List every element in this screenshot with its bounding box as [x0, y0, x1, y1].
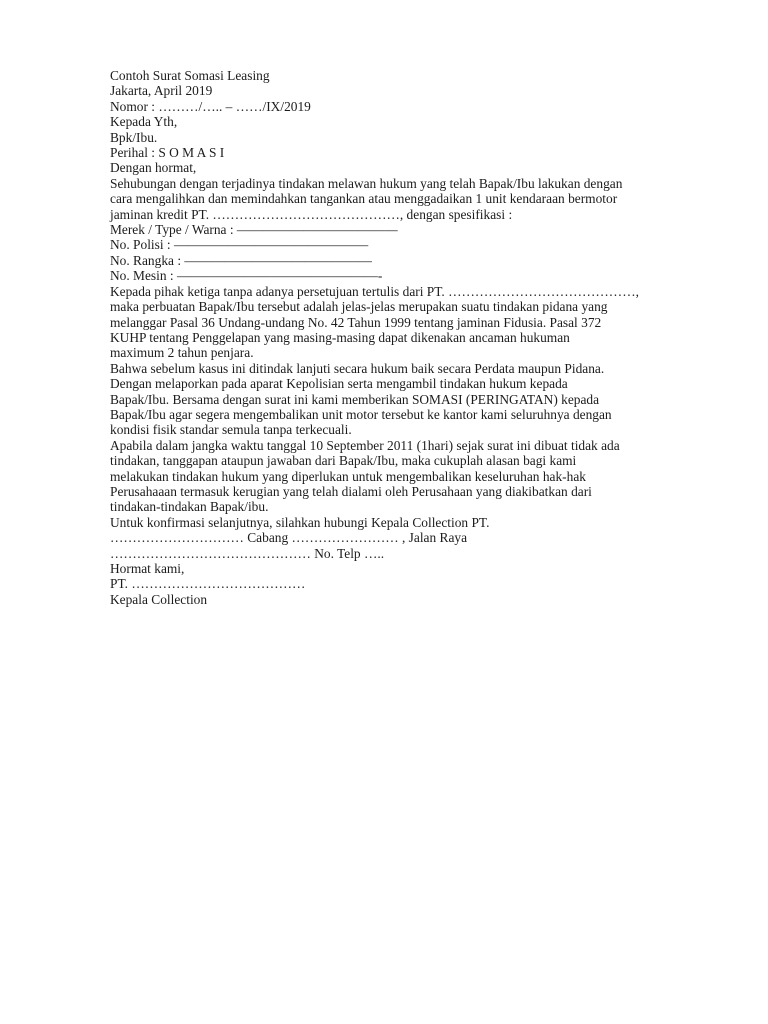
company-line: PT. ………………………………… — [110, 576, 306, 592]
paragraph-3-line: kondisi fisik standar semula tanpa terkecuali. — [110, 422, 352, 438]
spec-mesin: No. Mesin : ———————————————- — [110, 268, 383, 284]
spec-rangka: No. Rangka : —————————————— — [110, 252, 372, 268]
letter-document — [110, 68, 670, 607]
closing: Hormat kami, — [110, 561, 185, 576]
spec-polisi: No. Polisi : ——————————————– — [110, 237, 369, 253]
addressee-name: Bpk/Ibu. — [110, 129, 158, 145]
letter-number: Nomor : ………/….. – ……/IX/2019 — [110, 98, 311, 114]
paragraph-2-line: maka perbuatan Bapak/Ibu tersebut adalah jelas-jelas merupakan suatu tindakan pidana yang — [110, 299, 608, 315]
letter-title: Contoh Surat Somasi Leasing — [110, 68, 270, 83]
paragraph-3-line: Dengan melaporkan pada aparat Kepolisian serta mengambil tindakan hukum kepada — [110, 376, 568, 392]
paragraph-1-line: jaminan kredit PT. ……………………………………, dengan spesifikasi : — [110, 206, 513, 222]
letter-subject: Perihal : S O M A S I — [110, 145, 225, 161]
signatory-title: Kepala Collection — [110, 591, 208, 607]
paragraph-2-line: melanggar Pasal 36 Undang-undang No. 42 Tahun 1999 tentang jaminan Fidusia. Pasal 372 — [110, 314, 602, 330]
salutation: Dengan hormat, — [110, 160, 197, 176]
paragraph-1-line: Sehubungan dengan terjadinya tindakan melawan hukum yang telah Bapak/Ibu lakukan dengan — [110, 175, 623, 191]
paragraph-3-line: Bapak/Ibu. Bersama dengan surat ini kami memberikan SOMASI (PERINGATAN) kepada — [110, 391, 600, 407]
paragraph-5-line: ………………………… Cabang …………………… , Jalan Raya — [110, 530, 468, 546]
paragraph-4-line: Perusahaaan termasuk kerugian yang telah dialami oleh Perusahaan yang diakibatkan dari — [110, 483, 592, 499]
paragraph-3-line: Bahwa sebelum kasus ini ditindak lanjuti secara hukum baik secara Perdata maupun Pidana. — [110, 360, 605, 376]
paragraph-5-line: Untuk konfirmasi selanjutnya, silahkan hubungi Kepala Collection PT. — [110, 514, 490, 530]
paragraph-4-line: Apabila dalam jangka waktu tanggal 10 September 2011 (1hari) sejak surat ini dibuat tidak ada — [110, 437, 620, 453]
paragraph-2-line: KUHP tentang Penggelapan yang masing-masing dapat dikenakan ancaman hukuman — [110, 329, 570, 345]
paragraph-5-line: ……………………………………… No. Telp ….. — [110, 545, 385, 561]
spec-merek: Merek / Type / Warna : ———————————— — [110, 222, 398, 238]
paragraph-2-line: Kepada pihak ketiga tanpa adanya persetujuan tertulis dari PT. ……………………………………, — [110, 283, 639, 299]
addressee-heading: Kepada Yth, — [110, 114, 178, 130]
paragraph-2-line: maximum 2 tahun penjara. — [110, 345, 254, 361]
letter-date: Jakarta, April 2019 — [110, 83, 213, 99]
paragraph-4-line: tindakan, tanggapan ataupun jawaban dari Bapak/Ibu, maka cukuplah alasan bagi kami — [110, 453, 577, 469]
paragraph-1-line: cara mengalihkan dan memindahkan tangankan atau menggadaikan 1 unit kendaraan bermotor — [110, 191, 618, 207]
paragraph-4-line: tindakan-tindakan Bapak/ibu. — [110, 499, 269, 515]
paragraph-3-line: Bapak/Ibu agar segera mengembalikan unit motor tersebut ke kantor kami seluruhnya dengan — [110, 406, 612, 422]
paragraph-4-line: melakukan tindakan hukum yang diperlukan untuk mengembalikan keseluruhan hak-hak — [110, 468, 586, 484]
